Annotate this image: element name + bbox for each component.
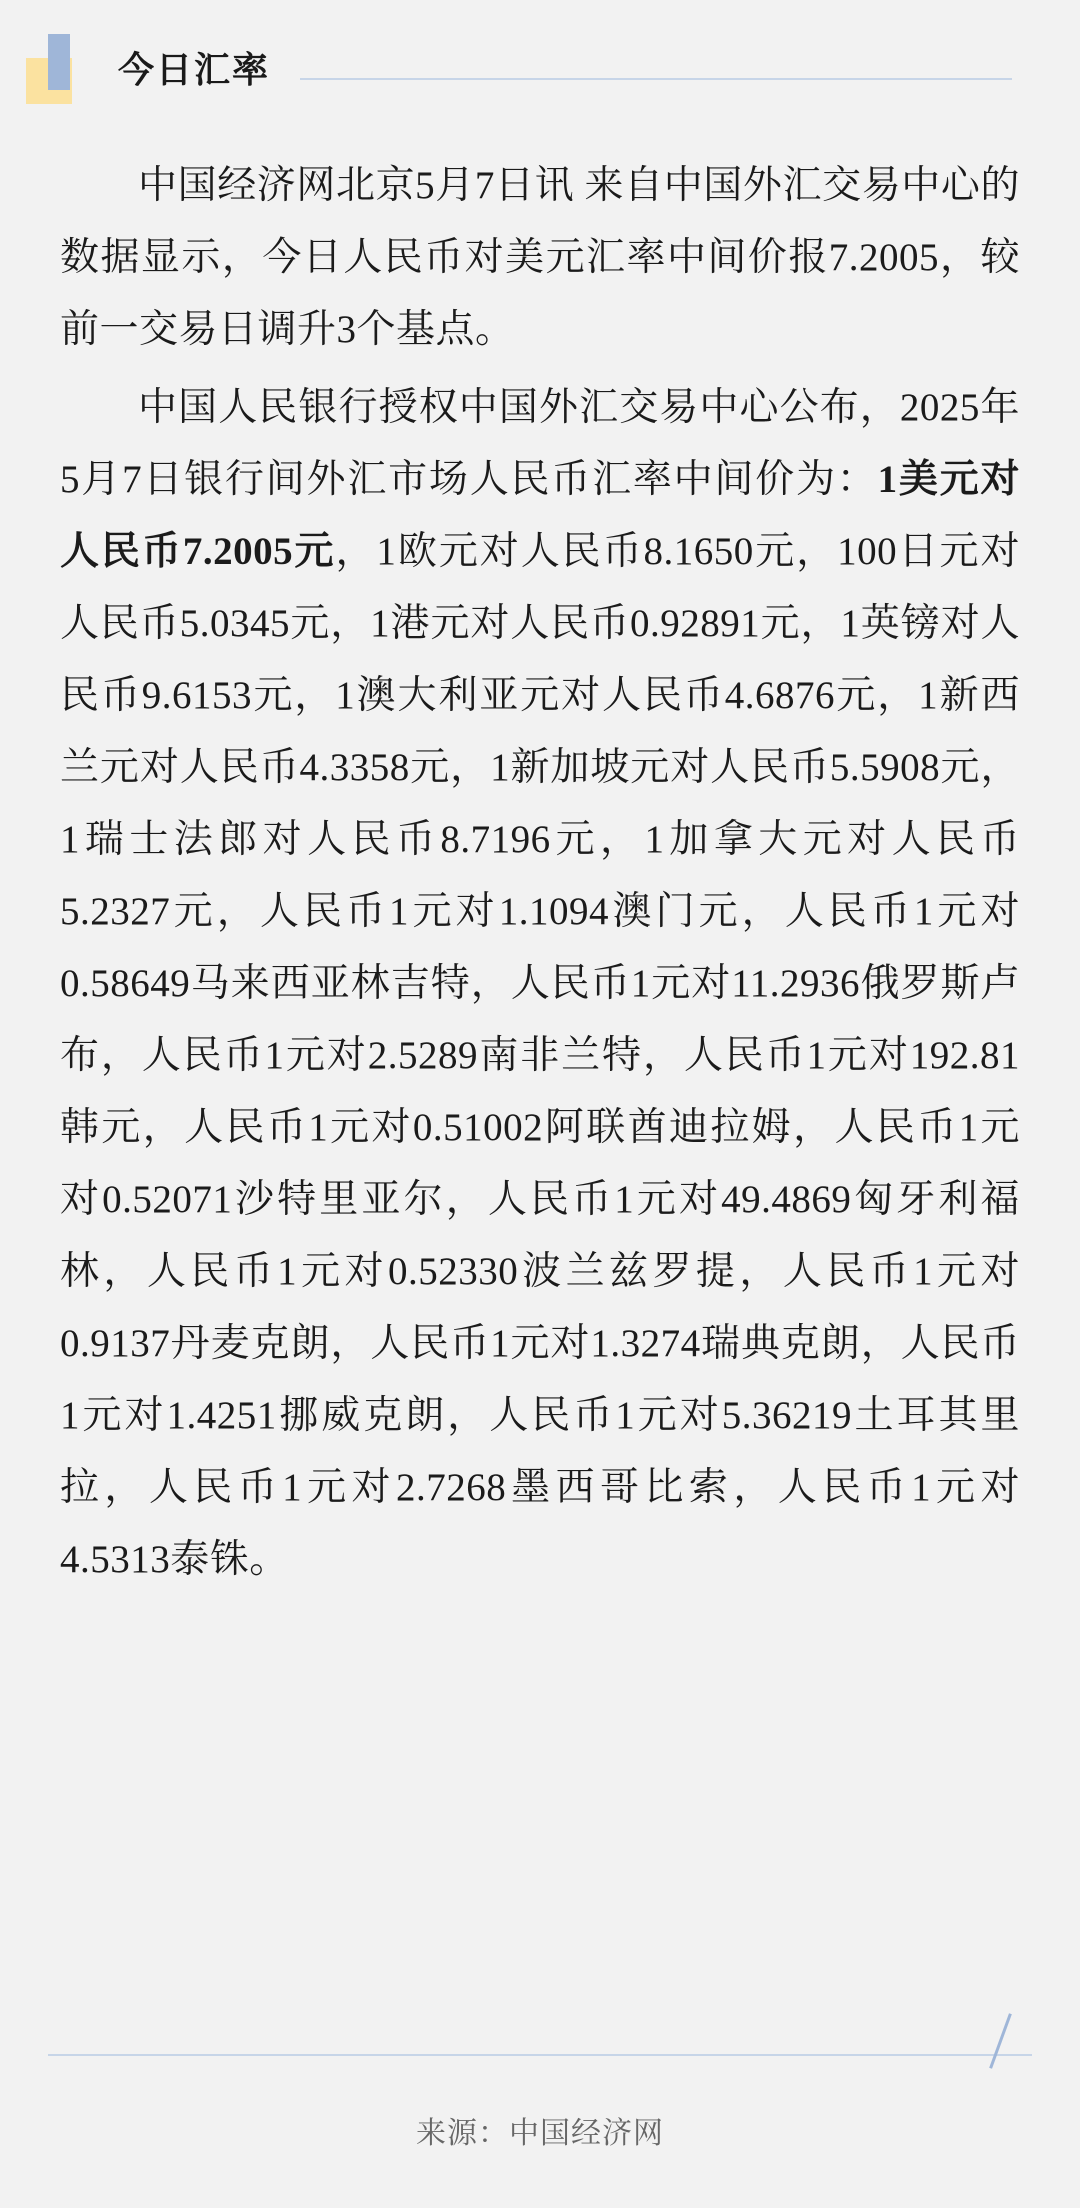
page-footer	[0, 1968, 1080, 2208]
footer-slash-decoration	[989, 2013, 1012, 2069]
page-title: 今日汇率	[118, 49, 271, 90]
paragraph-2-rest: ，1欧元对人民币8.1650元，100日元对人民币5.0345元，1港元对人民币0.92891元，1英镑对人民币9.6153元，1澳大利亚元对人民币4.6876元，1新西兰元对人民币4.3358元，1新加坡元对人民币5.5908元，1瑞士法郎对人民币8.7196元，1加拿大元对人民币5.2327元，人民币1元对1.1094澳门元，人民币1元对0.58649马来西亚林吉特，人民币1元对11.2936俄罗斯卢布，人民币1元对2.5289南非兰特，人民币1元对192.81韩元，人民币1元对0.51002阿联酋迪拉姆，人民币1元对0.52071沙特里亚尔，人民币1元对49.4869匈牙利福林，人民币1元对0.52330波兰兹罗提，人民币1元对0.9137丹麦克朗，人民币1元对1.3274瑞典克朗，人民币1元对1.4251挪威克朗，人民币1元对5.36219土耳其里拉，人民币1元对2.7268墨西哥比索，人民币1元对4.5313泰铢。	[60, 530, 1020, 1581]
article-body	[60, 150, 1020, 1602]
article-paragraph-2	[60, 372, 1020, 1596]
paragraph-2-lead: 中国人民银行授权中国外汇交易中心公布，2025年5月7日银行间外汇市场人民币汇率中间价为：	[60, 386, 1020, 501]
page-header	[0, 0, 1080, 130]
header-divider	[300, 78, 1012, 80]
header-accent-bar	[48, 34, 70, 90]
source-label: 来源：中国经济网	[416, 2117, 664, 2150]
article-paragraph-1: 中国经济网北京5月7日讯 来自中国外汇交易中心的数据显示，今日人民币对美元汇率中间价报7.2005，较前一交易日调升3个基点。	[60, 164, 1020, 351]
footer-divider	[48, 2054, 1032, 2056]
usd-cny-rate-emphasis: 1美元对人民币7.2005元	[60, 458, 1020, 573]
